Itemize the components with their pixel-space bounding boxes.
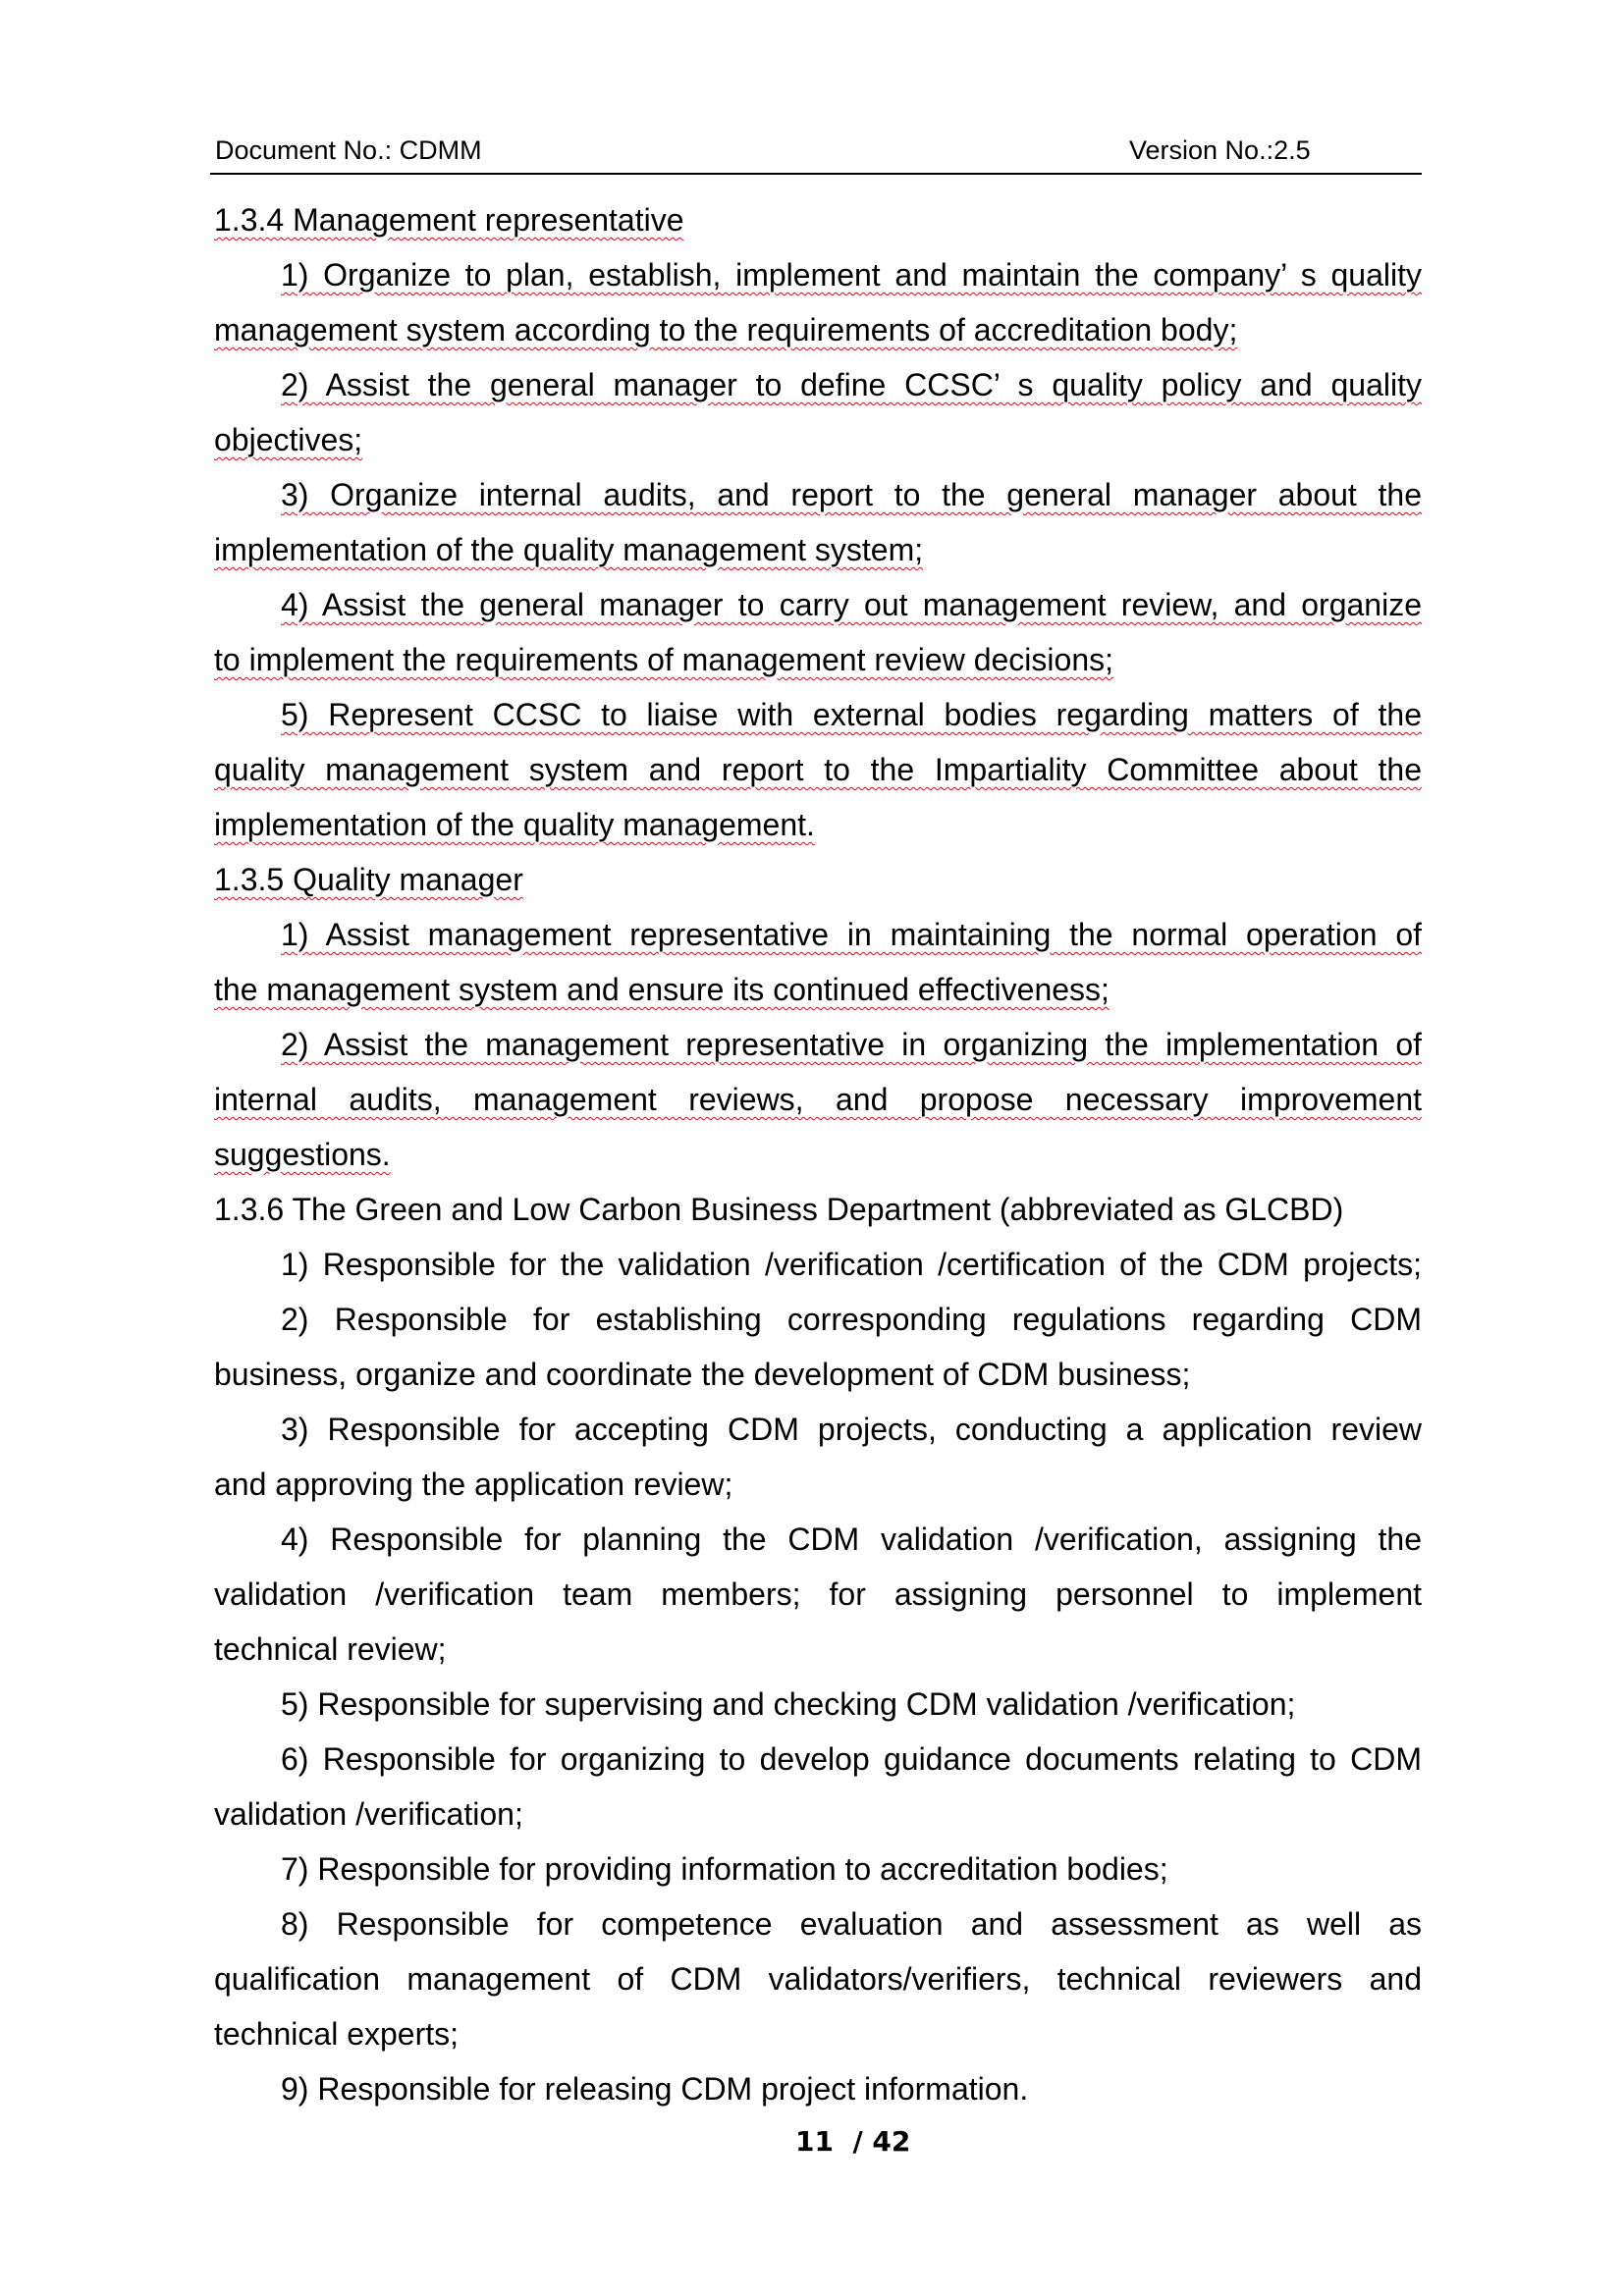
list-item: 2) Assist the general manager to define CCSC’ s quality policy and quality <box>281 367 1422 402</box>
section-heading-1-3-6: 1.3.6 The Green and Low Carbon Business Department (abbreviated as GLCBD) <box>214 1192 1344 1227</box>
list-item: technical review; <box>214 1631 447 1667</box>
header-divider <box>210 173 1422 175</box>
list-item: 2) Responsible for establishing corresponding regulations regarding CDM <box>281 1302 1422 1337</box>
list-item: validation /verification team members; for assigning personnel to implement <box>214 1576 1422 1612</box>
list-item: 8) Responsible for competence evaluation and assessment as well as <box>281 1906 1422 1942</box>
version-number: Version No.:2.5 <box>1129 135 1311 165</box>
list-item: 5) Represent CCSC to liaise with external bodies regarding matters of the <box>281 697 1422 732</box>
list-item: and approving the application review; <box>214 1467 733 1502</box>
page-number: 11 / 42 <box>795 2125 911 2158</box>
document-number: Document No.: CDMM <box>215 135 482 165</box>
list-item: 5) Responsible for supervising and checking CDM validation /verification; <box>281 1686 1296 1722</box>
list-item: 2) Assist the management representative in organizing the implementation of <box>281 1027 1422 1062</box>
list-item: 4) Assist the general manager to carry out management review, and organize <box>281 587 1422 622</box>
list-item: validation /verification; <box>214 1796 523 1832</box>
list-item: implementation of the quality management system; <box>214 532 924 567</box>
list-item: suggestions. <box>214 1137 391 1172</box>
list-item: 3) Organize internal audits, and report to the general manager about the <box>281 477 1422 512</box>
list-item: objectives; <box>214 422 363 457</box>
list-item: quality management system and report to the Impartiality Committee about the <box>214 752 1422 787</box>
list-item: 1) Organize to plan, establish, implement and maintain the company’ s quality <box>281 257 1422 293</box>
list-item: 6) Responsible for organizing to develop guidance documents relating to CDM <box>281 1741 1422 1777</box>
list-item: 7) Responsible for providing information to accreditation bodies; <box>281 1851 1168 1887</box>
list-item: internal audits, management reviews, and propose necessary improvement <box>214 1082 1422 1117</box>
list-item: technical experts; <box>214 2016 460 2052</box>
list-item: to implement the requirements of management review decisions; <box>214 642 1113 677</box>
list-item: business, organize and coordinate the development of CDM business; <box>214 1357 1191 1392</box>
list-item: management system according to the requirements of accreditation body; <box>214 312 1238 347</box>
section-heading-1-3-4: 1.3.4 Management representative <box>214 202 684 238</box>
list-item: 1) Responsible for the validation /verification /certification of the CDM projects; <box>281 1247 1422 1282</box>
list-item: implementation of the quality management. <box>214 807 815 842</box>
document-body <box>214 192 1422 2116</box>
list-item: 9) Responsible for releasing CDM project information. <box>281 2071 1029 2107</box>
list-item: 3) Responsible for accepting CDM projects, conducting a application review <box>281 1412 1422 1447</box>
list-item: 1) Assist management representative in maintaining the normal operation of <box>281 917 1422 952</box>
list-item: the management system and ensure its continued effectiveness; <box>214 972 1110 1007</box>
list-item: 4) Responsible for planning the CDM validation /verification, assigning the <box>281 1522 1422 1557</box>
list-item: qualification management of CDM validators/verifiers, technical reviewers and <box>214 1961 1422 1997</box>
section-heading-1-3-5: 1.3.5 Quality manager <box>214 862 523 897</box>
